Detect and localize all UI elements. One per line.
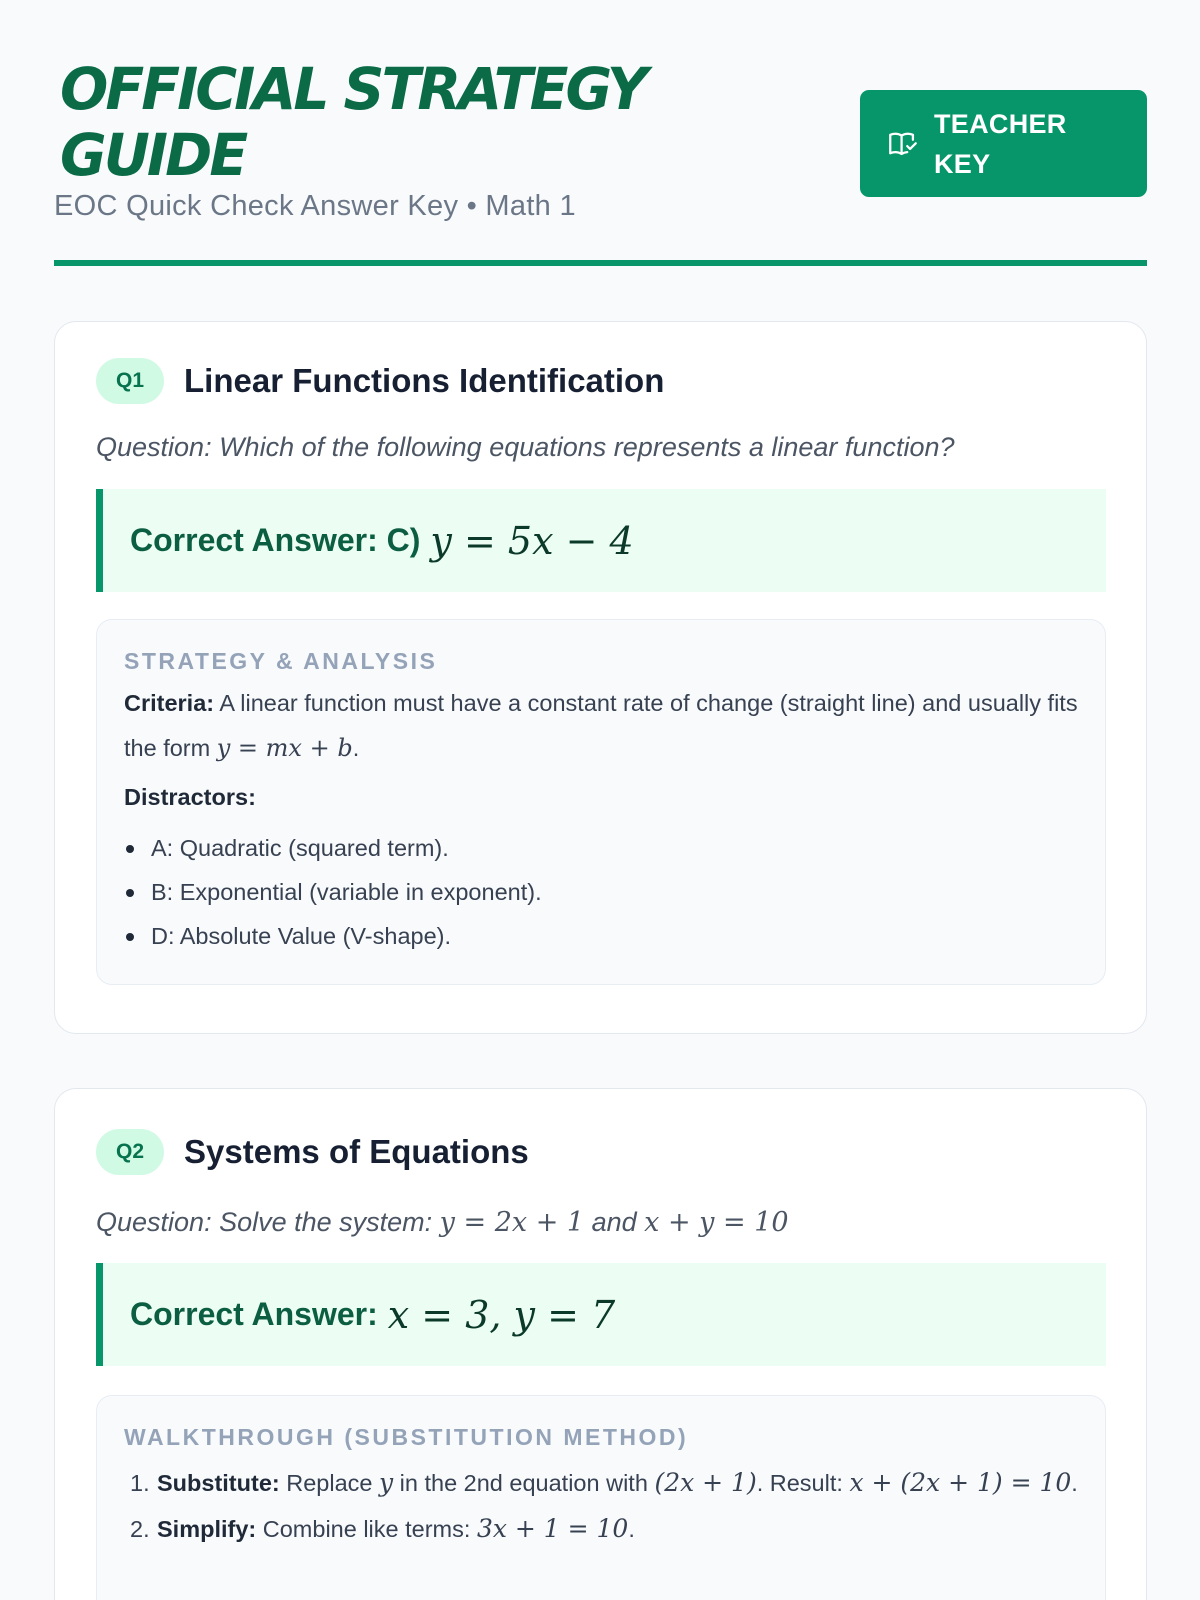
page-header xyxy=(54,0,1147,268)
question-and: and xyxy=(584,1207,645,1237)
step-math: (2x + 1) xyxy=(654,1468,757,1497)
step-label: Simplify: xyxy=(157,1516,257,1542)
question-header xyxy=(96,358,664,404)
step-text: Combine like terms: xyxy=(256,1516,477,1542)
walkthrough-label: WALKTHROUGH (SUBSTITUTION METHOD) xyxy=(124,1424,689,1450)
criteria-label: Criteria: xyxy=(124,690,215,716)
page-subtitle: EOC Quick Check Answer Key • Math 1 xyxy=(54,190,576,222)
answer-key-page xyxy=(54,0,1147,1543)
question-card-q2 xyxy=(54,1088,1147,1600)
step-math: y xyxy=(379,1468,394,1497)
question-card-q1 xyxy=(54,321,1147,1034)
question-badge: Q1 xyxy=(96,358,164,404)
question-math-2: x + y = 10 xyxy=(644,1207,789,1238)
question-title: Linear Functions Identification xyxy=(184,362,665,399)
distractor-item: B: Exponential (variable in exponent). xyxy=(124,870,1078,914)
distractors-list xyxy=(124,826,1078,958)
question-header xyxy=(96,1129,529,1175)
step-text: . xyxy=(1071,1470,1078,1496)
teacher-key-button[interactable] xyxy=(860,90,1147,197)
step-number: 1. xyxy=(130,1470,150,1496)
teacher-key-label: TEACHER KEY xyxy=(934,108,1067,179)
criteria-end: . xyxy=(352,735,360,761)
walkthrough-panel xyxy=(96,1395,1106,1600)
walkthrough-steps xyxy=(124,1465,1078,1547)
step-label: Substitute: xyxy=(157,1470,280,1496)
step-text: . xyxy=(628,1516,635,1542)
step-math: x + (2x + 1) = 10 xyxy=(849,1468,1072,1497)
walkthrough-step xyxy=(124,1465,1078,1501)
distractor-item: A: Quadratic (squared term). xyxy=(124,826,1078,870)
correct-answer xyxy=(96,489,1106,592)
question-text: Question: Which of the following equations represents a linear function? xyxy=(96,432,955,462)
header-divider xyxy=(54,260,1147,266)
step-text: . Result: xyxy=(756,1470,850,1496)
question-title: Systems of Equations xyxy=(184,1133,529,1170)
question-badge: Q2 xyxy=(96,1129,164,1175)
analysis-label: STRATEGY & ANALYSIS xyxy=(124,648,438,674)
distractor-item: D: Absolute Value (V-shape). xyxy=(124,914,1078,958)
criteria-math: y = mx + b xyxy=(216,734,353,762)
criteria-text xyxy=(124,681,1078,771)
walkthrough-step xyxy=(124,1511,1078,1547)
answer-math: x = 3, y = 7 xyxy=(387,1292,616,1337)
step-text: in the 2nd equation with xyxy=(393,1470,655,1496)
step-number: 2. xyxy=(130,1516,150,1542)
correct-answer xyxy=(96,1263,1106,1366)
answer-math: y = 5x − 4 xyxy=(430,518,634,563)
question-text xyxy=(96,1207,789,1238)
question-math-1: y = 2x + 1 xyxy=(439,1207,585,1238)
step-text: Replace xyxy=(279,1470,379,1496)
page-title: OFFICIAL STRATEGY GUIDE xyxy=(60,55,646,189)
answer-label: Correct Answer: C) xyxy=(130,522,421,558)
step-math: 3x + 1 = 10 xyxy=(476,1514,629,1543)
answer-label: Correct Answer: xyxy=(130,1296,378,1332)
criteria-body: A linear function must have a constant rate of change (straight line) and usually fits the form xyxy=(124,690,1078,761)
strategy-analysis-panel xyxy=(96,619,1106,985)
book-check-icon xyxy=(886,127,920,161)
question-prefix: Question: Solve the system: xyxy=(96,1207,440,1237)
distractors-label: Distractors: xyxy=(124,784,256,810)
